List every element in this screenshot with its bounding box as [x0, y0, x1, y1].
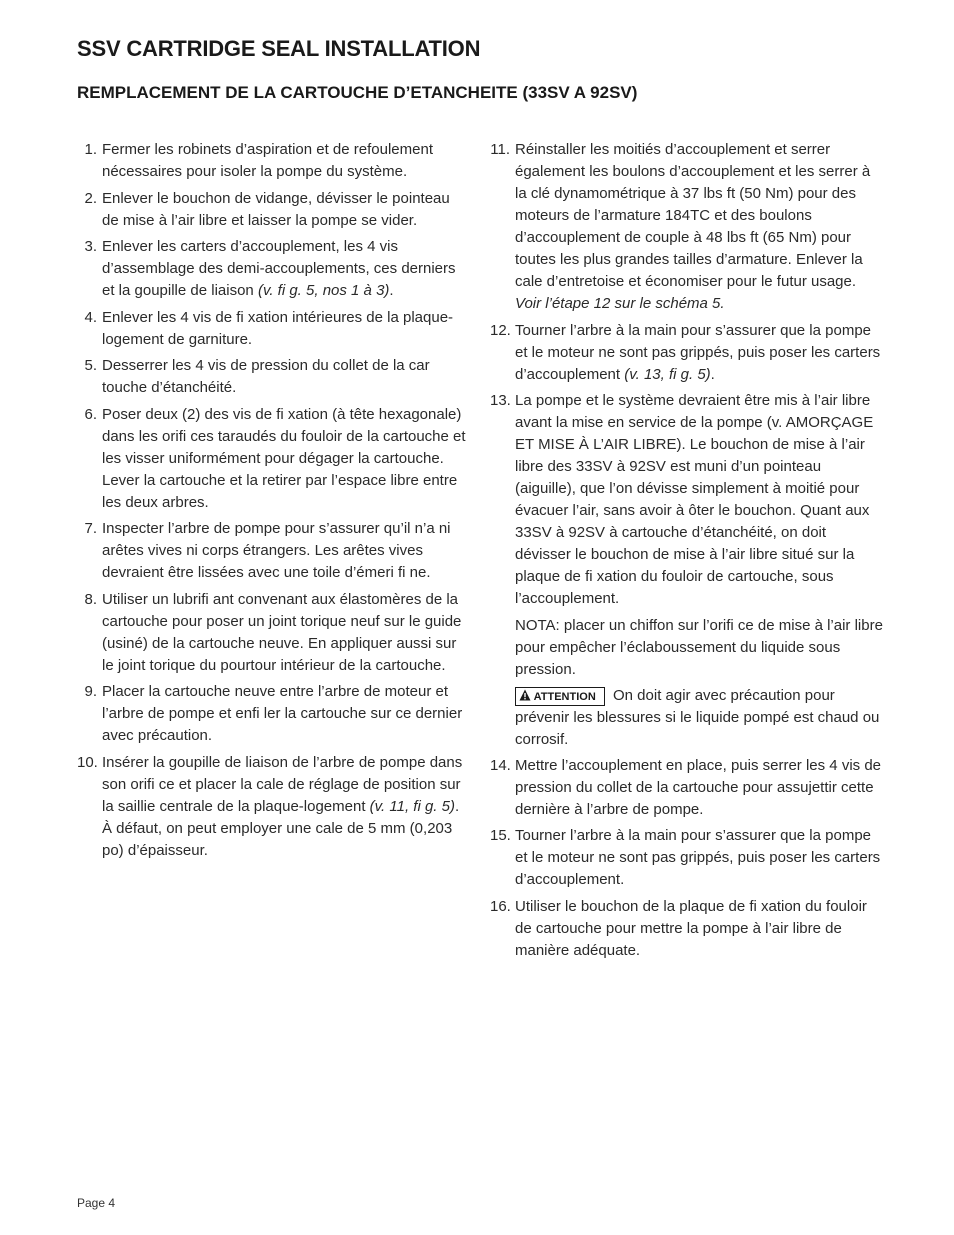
section-subtitle: REMPLACEMENT DE LA CARTOUCHE D’ETANCHEITE (33SV A 92SV) — [77, 83, 638, 102]
figure-reference: Voir l’étape 12 sur le schéma 5. — [515, 295, 725, 312]
note-label: NOTA: — [515, 616, 560, 634]
list-item: 13. La pompe et le système devraient être mis à l’air libre avant la mise en service de la pompe (v. AMORÇAGE ET MISE À L’AIR LIBRE). Le bouchon de mise à l’air libre des 33SV à 92SV est muni d’un pointeau (aiguille), que l’on dévisse simplement à moitié pour évacuer l’air, sans avoir à ôter le bouchon. Quant aux 33SV à 92SV à cartouche d’étanchéité, on doit dévisser le bouchon de mise à l’air libre situé sur la plaque de fi xation du fouloir de cartouche, sous l’accouplement. — [490, 392, 874, 607]
figure-reference: (v. fi g. 5, nos 1 à 3) — [257, 282, 390, 299]
list-item: 6. Poser deux (2) des vis de fi xation (à tête hexagonale) dans les orifi ces taraudés du fouloir de la cartouche et les visser uniformément pour dégager la cartouche. Lever la cartouche et la retirer par l’espace libre entre les deux arbres. — [84, 405, 466, 511]
attention-label: ATTENTION — [533, 690, 596, 703]
list-item: 16. Utiliser le bouchon de la plaque de fi xation du fouloir de cartouche pour mettre la pompe à l’air libre de manière adéquate. — [490, 897, 867, 959]
list-item: 11. Réinstaller les moitiés d’accouplement et serrer également les boulons d’accouplement et les serrer à la clé dynamométrique à 37 lbs ft (50 Nm) pour des moteurs de l’armature 184TC et des boulons d’accouplement de couple à 48 lbs ft (65 Nm) pour toutes les plus grandes tailles d’armature. Enlever la cale d’entretoise et économiser pour le futur usage. Voir l’étape 12 sur le schéma 5. — [490, 141, 871, 312]
left-column — [77, 139, 467, 866]
list-item: 7. Inspecter l’arbre de pompe pour s’assurer qu’il n’a ni arêtes vives ni corps étrangers. Les arêtes vives devraient être lissées avec une toile d’émeri fi ne. — [84, 520, 451, 581]
list-item: 9. Placer la cartouche neuve entre l’arbre de moteur et l’arbre de pompe et enfi ler la cartouche sur ce dernier avec précaution. — [84, 683, 463, 744]
attention-badge — [515, 687, 605, 706]
list-item: 4. Enlever les 4 vis de fi xation intérieures de la plaque-logement de garniture. — [84, 308, 454, 348]
right-column — [490, 139, 885, 966]
note-block — [490, 615, 885, 681]
page-title: SSV CARTRIDGE SEAL INSTALLATION — [77, 36, 481, 61]
list-item: 8. Utiliser un lubrifi ant convenant aux élastomères de la cartouche pour poser un joint torique neuf sur le guide (usiné) de la cartouche neuve. En appliquer aussi sur le joint torique du pourtour intérieur de la cartouche. — [84, 590, 462, 674]
list-item: 10. Insérer la goupille de liaison de l’arbre de pompe dans son orifi ce et placer la cale de réglage de position sur la saillie centrale de la plaque-logement (v. 11, fi g. 5). À défaut, on peut employer une cale de 5 mm (0,203 po) d’épaisseur. — [77, 753, 463, 859]
page-number: Page 4 — [77, 1196, 116, 1210]
list-item: 12. Tourner l’arbre à la main pour s’assurer que la pompe et le moteur ne sont pas grippés, puis poser les carters d’accouplement (v. 13, fi g. 5). — [490, 321, 881, 383]
attention-block — [490, 685, 885, 751]
figure-reference: (v. 11, fi g. 5) — [369, 797, 455, 815]
warning-triangle-icon — [519, 689, 531, 701]
list-item: 5. Desserrer les 4 vis de pression du collet de la car touche d’étanchéité. — [84, 357, 430, 396]
attention-text: On doit agir avec précaution pour prévenir les blessures si le liquide pompé est chaud ou corrosif. — [515, 686, 880, 748]
list-item: 2. Enlever le bouchon de vidange, dévisser le pointeau de mise à l’air libre et laisser la pompe se vider. — [84, 189, 450, 229]
list-item: 3. Enlever les carters d’accouplement, les 4 vis d’assemblage des demi-accouplements, ces derniers et la goupille de liaison (v. fi g. 5, nos 1 à 3). — [84, 238, 456, 299]
list-item: 1. Fermer les robinets d’aspiration et de refoulement nécessaires pour isoler la pompe du système. — [84, 141, 433, 180]
list-item: 14. Mettre l’accouplement en place, puis serrer les 4 vis de pression du collet de la cartouche pour assujettir cette dernière à l’arbre de pompe. — [490, 756, 882, 818]
note-text: placer un chiffon sur l’orifi ce de mise à l’air libre pour empêcher l’éclaboussement du liquide sous pression. — [515, 616, 883, 678]
figure-reference: (v. 13, fi g. 5) — [624, 365, 711, 383]
list-item: 15. Tourner l’arbre à la main pour s’assurer que la pompe et le moteur ne sont pas grippés, puis poser les carters d’accouplement. — [490, 827, 881, 888]
